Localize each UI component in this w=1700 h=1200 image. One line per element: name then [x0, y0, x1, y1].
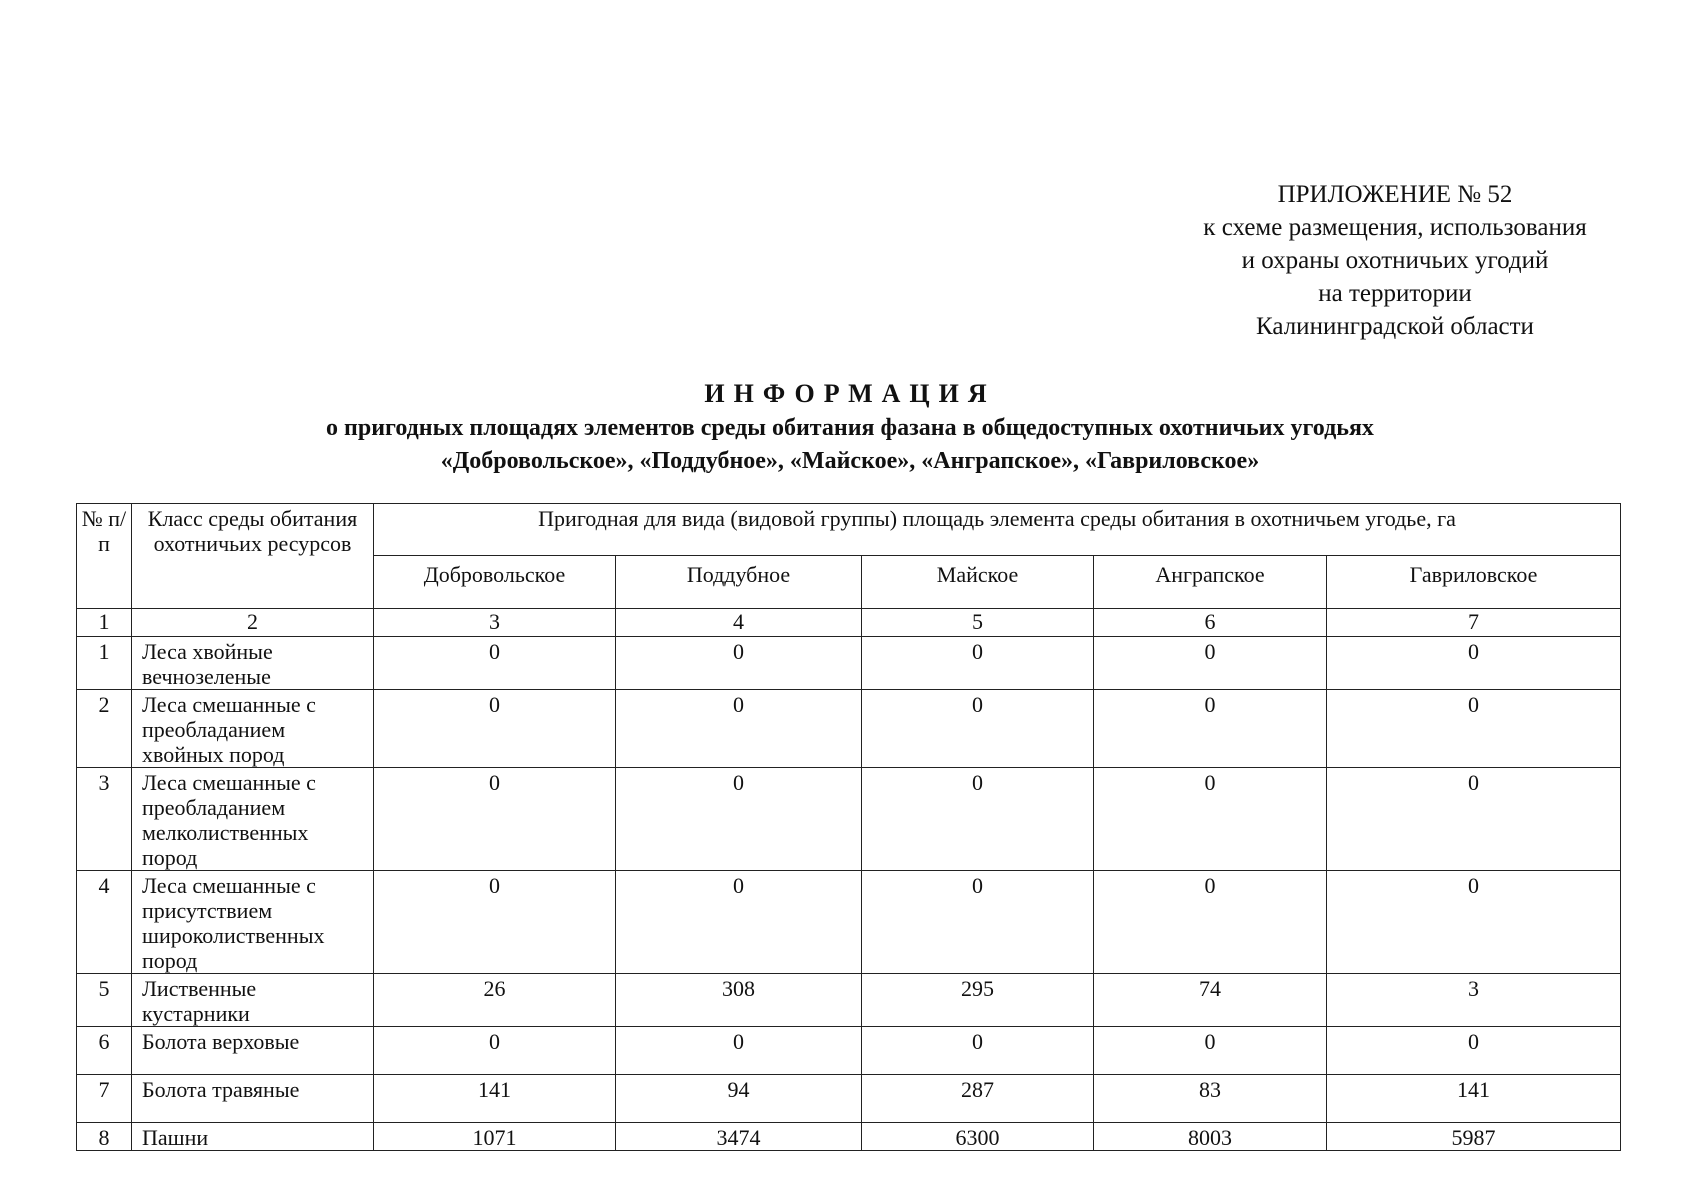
area-value: 8003 [1094, 1123, 1327, 1151]
area-value: 26 [374, 974, 616, 1027]
area-value: 0 [862, 690, 1094, 768]
area-value: 0 [1094, 871, 1327, 974]
area-value: 0 [862, 1027, 1094, 1075]
area-value: 0 [374, 871, 616, 974]
header-area-poddubnoe: Поддубное [616, 556, 862, 609]
row-number: 2 [77, 690, 132, 768]
header-number: № п/п [77, 504, 132, 609]
column-number: 6 [1094, 609, 1327, 637]
table-row [77, 974, 1621, 1027]
area-value: 0 [862, 871, 1094, 974]
area-value: 295 [862, 974, 1094, 1027]
document-subtitle-line1: о пригодных площадях элементов среды обитания фазана в общедоступных охотничьих угодьях [326, 415, 1374, 441]
document-heading [0, 376, 1700, 478]
row-number: 6 [77, 1027, 132, 1075]
row-number: 7 [77, 1075, 132, 1123]
table-body [77, 609, 1621, 1151]
table-row [77, 768, 1621, 871]
area-value: 0 [374, 1027, 616, 1075]
area-value: 0 [616, 637, 862, 690]
habitat-class-name: Леса смешанные с преобладанием хвойных пород [132, 690, 374, 768]
document-title: ИНФОРМАЦИЯ [704, 379, 996, 408]
table-row [77, 871, 1621, 974]
area-value: 83 [1094, 1075, 1327, 1123]
area-value: 0 [374, 637, 616, 690]
table-row [77, 637, 1621, 690]
appendix-line: к схеме размещения, использования [1203, 214, 1587, 241]
row-number: 4 [77, 871, 132, 974]
column-number: 1 [77, 609, 132, 637]
area-value: 0 [616, 1027, 862, 1075]
area-value: 94 [616, 1075, 862, 1123]
row-number: 1 [77, 637, 132, 690]
area-value: 141 [374, 1075, 616, 1123]
document-subtitle-line2: «Добровольское», «Поддубное», «Майское», «Анграпское», «Гавриловское» [440, 448, 1260, 474]
appendix-line: ПРИЛОЖЕНИЕ № 52 [1277, 181, 1513, 208]
column-number: 7 [1327, 609, 1621, 637]
header-area-dobrovolskoe: Добровольское [374, 556, 616, 609]
area-value: 0 [1327, 768, 1621, 871]
area-value: 3 [1327, 974, 1621, 1027]
area-value: 0 [1327, 1027, 1621, 1075]
area-value: 0 [1327, 871, 1621, 974]
header-area-angrapskoe: Анграпское [1094, 556, 1327, 609]
header-habitat-class: Класс среды обитания охотничьих ресурсов [132, 504, 374, 609]
area-value: 308 [616, 974, 862, 1027]
habitat-class-name: Лиственные кустарники [132, 974, 374, 1027]
table-row [77, 1027, 1621, 1075]
area-value: 0 [616, 768, 862, 871]
column-number-row [77, 609, 1621, 637]
row-number: 8 [77, 1123, 132, 1151]
area-value: 0 [862, 768, 1094, 871]
area-value: 141 [1327, 1075, 1621, 1123]
area-value: 287 [862, 1075, 1094, 1123]
header-area-mayskoe: Майское [862, 556, 1094, 609]
habitat-class-name: Болота верховые [132, 1027, 374, 1075]
habitat-area-table [76, 503, 1621, 1151]
column-number: 2 [132, 609, 374, 637]
area-value: 1071 [374, 1123, 616, 1151]
header-area-gavrilovskoe: Гавриловское [1327, 556, 1621, 609]
area-value: 0 [1094, 637, 1327, 690]
area-value: 0 [616, 690, 862, 768]
area-value: 5987 [1327, 1123, 1621, 1151]
area-value: 0 [1094, 768, 1327, 871]
area-value: 0 [1327, 637, 1621, 690]
area-value: 6300 [862, 1123, 1094, 1151]
appendix-line: Калининградской области [1256, 313, 1534, 340]
table-row [77, 690, 1621, 768]
area-value: 0 [1327, 690, 1621, 768]
table-row [77, 1123, 1621, 1151]
row-number: 3 [77, 768, 132, 871]
area-value: 0 [1094, 690, 1327, 768]
habitat-class-name: Леса смешанные с присутствием широколиственных пород [132, 871, 374, 974]
habitat-class-name: Пашни [132, 1123, 374, 1151]
column-number: 4 [616, 609, 862, 637]
table-row [77, 1075, 1621, 1123]
habitat-class-name: Леса смешанные с преобладанием мелколиственных пород [132, 768, 374, 871]
area-value: 0 [1094, 1027, 1327, 1075]
habitat-class-name: Леса хвойные вечнозеленые [132, 637, 374, 690]
area-value: 0 [616, 871, 862, 974]
area-value: 0 [374, 690, 616, 768]
column-number: 3 [374, 609, 616, 637]
appendix-block [1165, 178, 1625, 343]
appendix-line: и охраны охотничьих угодий [1241, 247, 1549, 274]
row-number: 5 [77, 974, 132, 1027]
column-number: 5 [862, 609, 1094, 637]
area-value: 3474 [616, 1123, 862, 1151]
habitat-class-name: Болота травяные [132, 1075, 374, 1123]
area-value: 74 [1094, 974, 1327, 1027]
area-value: 0 [862, 637, 1094, 690]
header-area-group: Пригодная для вида (видовой группы) площадь элемента среды обитания в охотничьем угодье, га [374, 504, 1621, 556]
area-value: 0 [374, 768, 616, 871]
appendix-line: на территории [1318, 280, 1472, 307]
